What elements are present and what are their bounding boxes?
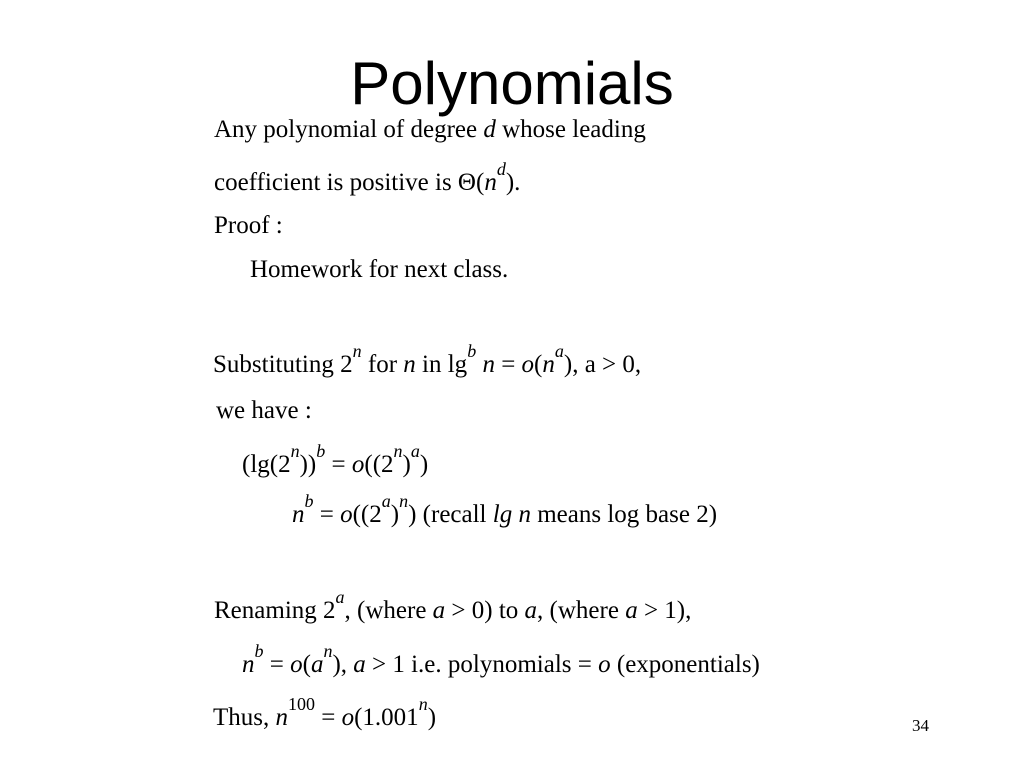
little-o: o [351, 451, 365, 478]
lg-function: lg [492, 501, 513, 528]
exponent: a [410, 441, 420, 461]
little-o: o [341, 704, 355, 731]
text: ((2 [364, 451, 394, 478]
text: ), a > 0, [563, 351, 642, 378]
variable: n [275, 704, 288, 731]
text: ( [534, 351, 543, 378]
exponent: n [399, 491, 409, 511]
text: ) [390, 501, 400, 528]
variable: n [403, 351, 416, 378]
little-o: o [290, 651, 303, 678]
theorem-text: Any polynomial of degree [214, 116, 484, 143]
text: = [315, 704, 342, 731]
text: for [361, 351, 404, 378]
exponent: n [352, 341, 362, 361]
text: ) (recall [408, 501, 493, 528]
exponent: a [335, 587, 345, 607]
text: = [325, 451, 352, 478]
text: ), [332, 651, 354, 678]
variable: a [524, 597, 538, 624]
text: (lg(2 [242, 451, 291, 478]
exponent: 100 [288, 694, 315, 714]
variable: a [310, 651, 324, 678]
text: (exponentials) [610, 651, 760, 678]
theorem-line-2 [214, 159, 521, 199]
theorem-text: coefficient is positive is Θ( [214, 169, 485, 196]
variable-n: n [484, 169, 497, 196]
variable: a [625, 597, 638, 624]
variable: n [542, 351, 555, 378]
text: ) [402, 451, 411, 478]
exponent: n [290, 441, 300, 461]
equation-2 [292, 491, 718, 531]
variable: n [482, 351, 495, 378]
text: )) [299, 451, 317, 478]
exponent: n [323, 641, 333, 661]
exponent-d: d [496, 159, 506, 179]
text: > 0) to [445, 597, 525, 624]
exponent: a [381, 491, 391, 511]
text: ) [427, 704, 437, 731]
exponent: n [418, 694, 428, 714]
exponent: b [316, 441, 326, 461]
variable: n [518, 501, 531, 528]
variable: a [432, 597, 446, 624]
text: means log base 2) [530, 501, 718, 528]
theorem-line-1 [214, 115, 646, 145]
variable: n [292, 501, 305, 528]
little-o: o [521, 351, 535, 378]
text: > 1), [637, 597, 692, 624]
exponent: b [254, 641, 264, 661]
text: Thus, [213, 704, 276, 731]
theorem-text: ). [505, 169, 521, 196]
text: Substituting 2 [213, 351, 353, 378]
text: = [263, 651, 291, 678]
substitution-line [213, 341, 642, 381]
exponent: b [467, 341, 477, 361]
theorem-text: whose leading [495, 116, 646, 143]
we-have-line: we have : [216, 397, 312, 424]
proof-text: Homework for next class. [250, 256, 509, 283]
equation-1 [242, 441, 429, 481]
text: , (where [537, 597, 626, 624]
exponent: n [393, 441, 403, 461]
exponent: a [554, 341, 564, 361]
text: in lg [415, 351, 468, 378]
equation-3 [242, 641, 760, 681]
slide-title: Polynomials [350, 50, 674, 117]
renaming-line [214, 587, 692, 627]
variable: a [353, 651, 366, 678]
little-o: o [598, 651, 611, 678]
little-o: o [340, 501, 353, 528]
text: > 1 i.e. polynomials = [365, 651, 599, 678]
text: ((2 [352, 501, 382, 528]
text: ) [419, 451, 429, 478]
text: = [494, 351, 522, 378]
page-number: 34 [912, 716, 929, 735]
degree-variable: d [483, 116, 496, 143]
text: = [313, 501, 341, 528]
thus-line [213, 694, 437, 734]
exponent: b [304, 491, 314, 511]
variable: n [242, 651, 255, 678]
text: (1.001 [354, 704, 419, 731]
text: ( [302, 651, 311, 678]
text: , (where [344, 597, 433, 624]
text: Renaming 2 [214, 597, 336, 624]
proof-label: Proof : [214, 212, 283, 239]
